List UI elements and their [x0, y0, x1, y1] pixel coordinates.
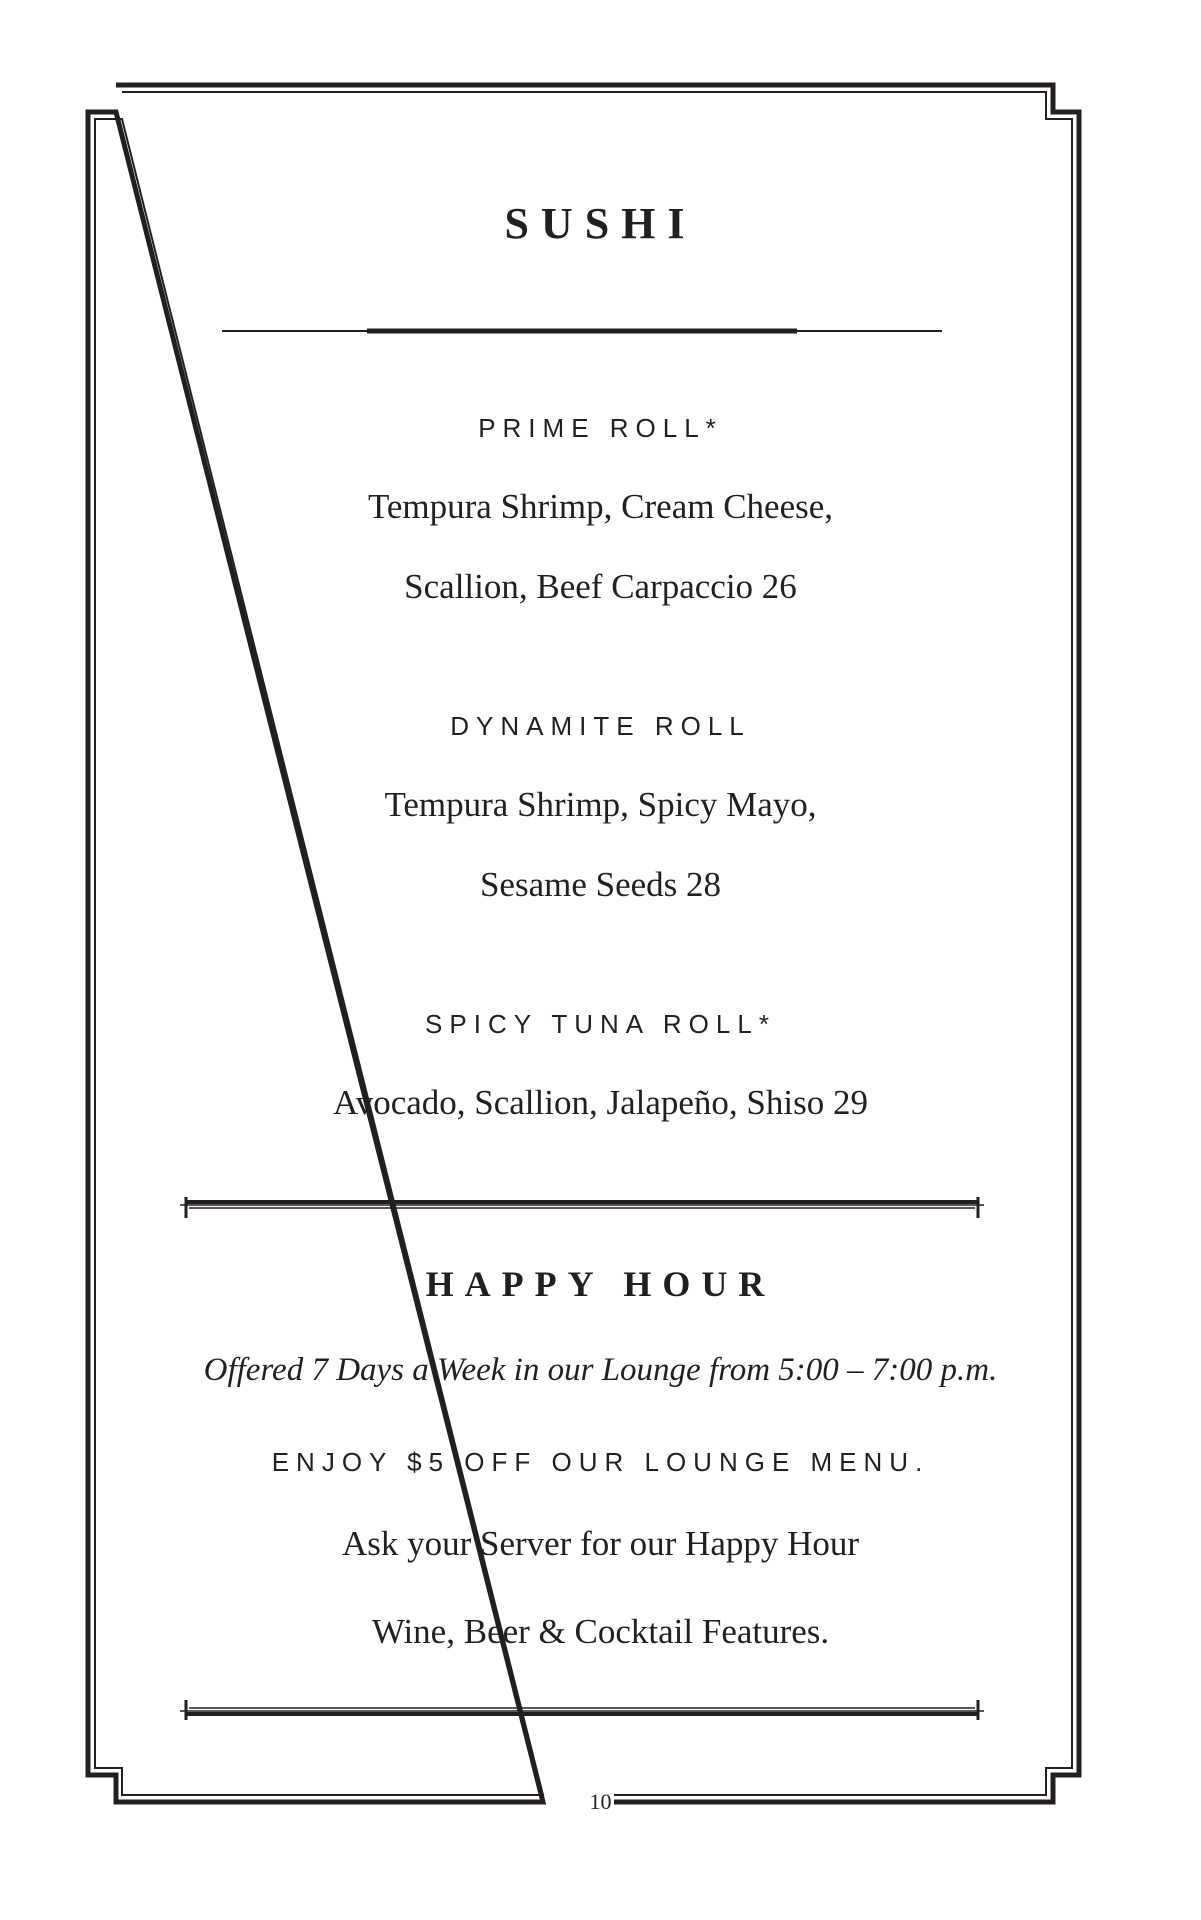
- menu-item-desc-prime-roll-line2: Scallion, Beef Carpaccio 26: [404, 567, 797, 606]
- happy-hour-bottom-divider: [180, 1700, 984, 1720]
- menu-item-name-prime-roll: PRIME ROLL*: [478, 413, 723, 443]
- menu-item-name-dynamite-roll: DYNAMITE ROLL: [450, 711, 751, 741]
- happy-hour-line-1: Ask your Server for our Happy Hour: [341, 1524, 860, 1563]
- menu-item-desc-dynamite-roll-line2: Sesame Seeds 28: [479, 865, 722, 904]
- happy-hour-section-title: HAPPY HOUR: [425, 1264, 776, 1304]
- menu-item-desc-spicy-tuna-roll: Avocado, Scallion, Jalapeño, Shiso 29: [333, 1083, 868, 1122]
- sushi-section-title: SUSHI: [504, 199, 697, 248]
- menu-item-desc-dynamite-roll-line1: Tempura Shrimp, Spicy Mayo,: [384, 785, 817, 824]
- menu-item-name-spicy-tuna-roll: SPICY TUNA ROLL*: [425, 1009, 776, 1039]
- page-number: 10: [589, 1789, 612, 1814]
- happy-hour-discount-text: ENJOY $5 OFF OUR LOUNGE MENU.: [271, 1447, 930, 1477]
- menu-item-desc-prime-roll-line1: Tempura Shrimp, Cream Cheese,: [367, 487, 834, 526]
- happy-hour-top-divider: [180, 1197, 984, 1218]
- happy-hour-offered-text: Offered 7 Days a Week in our Lounge from 5:00 – 7:00 p.m.: [203, 1352, 998, 1388]
- happy-hour-line-2: Wine, Beer & Cocktail Features.: [371, 1612, 830, 1651]
